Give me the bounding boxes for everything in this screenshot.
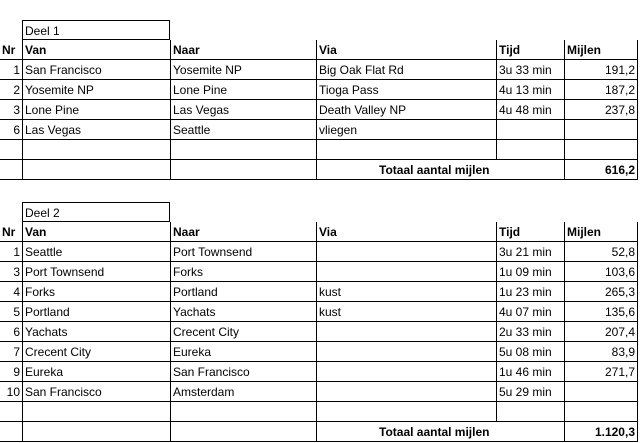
deel2-table-row <box>0 382 640 402</box>
deel2-cell-van[interactable]: Seattle <box>22 242 170 262</box>
deel2-cell-naar[interactable] <box>170 402 316 422</box>
deel2-cell-van[interactable]: Portland <box>22 302 170 322</box>
deel1-cell-mijlen[interactable]: 237,8 <box>564 100 638 120</box>
deel2-cell-naar[interactable]: Portland <box>170 282 316 302</box>
deel2-cell-mijlen[interactable]: 52,8 <box>564 242 638 262</box>
deel2-cell-naar[interactable]: Crecent City <box>170 322 316 342</box>
deel1-header-tijd[interactable]: Tijd <box>496 40 564 60</box>
deel1-cell-naar[interactable]: Lone Pine <box>170 80 316 100</box>
deel2-cell-van[interactable]: Forks <box>22 282 170 302</box>
deel2-header-tijd[interactable]: Tijd <box>496 222 564 242</box>
deel2-cell-tijd[interactable]: 1u 09 min <box>496 262 564 282</box>
deel2-cell-nr[interactable]: 5 <box>0 302 22 322</box>
deel1-header-van[interactable]: Van <box>22 40 170 60</box>
deel1-cell-van[interactable]: San Francisco <box>22 60 170 80</box>
deel2-total-empty-van[interactable] <box>22 422 170 442</box>
deel2-title[interactable]: Deel 2 <box>22 202 170 222</box>
deel1-table-row <box>0 140 640 160</box>
deel1-cell-via[interactable] <box>316 140 496 160</box>
deel1-cell-tijd[interactable]: 3u 33 min <box>496 60 564 80</box>
deel1-cell-naar[interactable] <box>170 140 316 160</box>
deel2-table-row <box>0 262 640 282</box>
deel1-cell-van[interactable]: Lone Pine <box>22 100 170 120</box>
deel2-cell-via[interactable] <box>316 242 496 262</box>
deel1-cell-via[interactable]: Tioga Pass <box>316 80 496 100</box>
deel2-cell-nr[interactable]: 1 <box>0 242 22 262</box>
deel2-table-row <box>0 362 640 382</box>
deel2-cell-van[interactable]: Eureka <box>22 362 170 382</box>
deel2-cell-tijd[interactable]: 2u 33 min <box>496 322 564 342</box>
deel1-cell-nr[interactable] <box>0 140 22 160</box>
deel1-total-value[interactable]: 616,2 <box>564 160 638 180</box>
deel2-cell-naar[interactable]: Port Townsend <box>170 242 316 262</box>
deel1-title-row <box>0 20 640 40</box>
deel2-cell-nr[interactable]: 9 <box>0 362 22 382</box>
deel1-cell-nr[interactable]: 3 <box>0 100 22 120</box>
deel1-cell-mijlen[interactable] <box>564 140 638 160</box>
deel2-table-row <box>0 242 640 262</box>
deel2-cell-naar[interactable]: Forks <box>170 262 316 282</box>
deel2-cell-mijlen[interactable]: 103,6 <box>564 262 638 282</box>
deel2-cell-tijd[interactable]: 3u 21 min <box>496 242 564 262</box>
deel2-total-empty-naar[interactable] <box>170 422 316 442</box>
deel1-cell-mijlen[interactable]: 191,2 <box>564 60 638 80</box>
deel2-header-naar[interactable]: Naar <box>170 222 316 242</box>
deel1-cell-mijlen[interactable]: 187,2 <box>564 80 638 100</box>
deel1-total-empty-nr[interactable] <box>0 160 22 180</box>
deel1-cell-tijd[interactable]: 4u 48 min <box>496 100 564 120</box>
deel1-cell-tijd[interactable] <box>496 120 564 140</box>
deel2-cell-mijlen[interactable]: 265,3 <box>564 282 638 302</box>
deel2-total-row <box>0 422 640 442</box>
deel1-cell-nr[interactable]: 1 <box>0 60 22 80</box>
deel2-header-nr[interactable]: Nr <box>0 222 22 242</box>
deel2-cell-naar[interactable]: San Francisco <box>170 362 316 382</box>
deel1-table-row <box>0 100 640 120</box>
deel1-cell-tijd[interactable]: 4u 13 min <box>496 80 564 100</box>
deel2-cell-van[interactable]: Yachats <box>22 322 170 342</box>
deel2-cell-mijlen[interactable] <box>564 382 638 402</box>
deel2-cell-mijlen[interactable]: 207,4 <box>564 322 638 342</box>
deel1-header-nr[interactable]: Nr <box>0 40 22 60</box>
deel2-table-row <box>0 322 640 342</box>
deel2-cell-nr[interactable]: 10 <box>0 382 22 402</box>
deel2-header-row <box>0 222 640 242</box>
deel1-cell-naar[interactable]: Yosemite NP <box>170 60 316 80</box>
deel1-table-row <box>0 80 640 100</box>
deel1-cell-tijd[interactable] <box>496 140 564 160</box>
deel2-table-row <box>0 302 640 322</box>
deel1-total-label: Totaal aantal mijlen <box>316 160 564 180</box>
deel2-cell-nr[interactable]: 4 <box>0 282 22 302</box>
deel2-cell-via[interactable] <box>316 402 496 422</box>
deel2-cell-nr[interactable]: 3 <box>0 262 22 282</box>
deel1-header-row <box>0 40 640 60</box>
deel2-cell-mijlen[interactable]: 135,6 <box>564 302 638 322</box>
deel1-header-naar[interactable]: Naar <box>170 40 316 60</box>
deel2-title-row <box>0 202 640 222</box>
deel1-total-empty-naar[interactable] <box>170 160 316 180</box>
deel1-cell-naar[interactable]: Seattle <box>170 120 316 140</box>
deel2-cell-van[interactable]: Crecent City <box>22 342 170 362</box>
deel2-cell-tijd[interactable]: 1u 46 min <box>496 362 564 382</box>
deel2-cell-via[interactable]: kust <box>316 302 496 322</box>
deel2-table-row <box>0 282 640 302</box>
deel1-cell-van[interactable]: Las Vegas <box>22 120 170 140</box>
deel2-cell-mijlen[interactable]: 271,7 <box>564 362 638 382</box>
deel2-cell-mijlen[interactable] <box>564 402 638 422</box>
deel1-header-via[interactable]: Via <box>316 40 496 60</box>
deel2-cell-nr[interactable] <box>0 402 22 422</box>
deel2-header-via[interactable]: Via <box>316 222 496 242</box>
deel1-header-mijlen[interactable]: Mijlen <box>564 40 638 60</box>
deel2-cell-tijd[interactable]: 5u 29 min <box>496 382 564 402</box>
deel2-cell-tijd[interactable]: 4u 07 min <box>496 302 564 322</box>
deel1-cell-nr[interactable]: 2 <box>0 80 22 100</box>
deel2-cell-tijd[interactable]: 1u 23 min <box>496 282 564 302</box>
deel2-total-value[interactable]: 1.120,3 <box>564 422 638 442</box>
deel2-cell-via[interactable] <box>316 342 496 362</box>
deel2-cell-via[interactable] <box>316 382 496 402</box>
deel2-cell-naar[interactable]: Yachats <box>170 302 316 322</box>
deel1-cell-via[interactable]: vliegen <box>316 120 496 140</box>
deel1-cell-naar[interactable]: Las Vegas <box>170 100 316 120</box>
deel2-total-empty-nr[interactable] <box>0 422 22 442</box>
deel2-cell-naar[interactable]: Eureka <box>170 342 316 362</box>
deel1-total-empty-van[interactable] <box>22 160 170 180</box>
deel1-cell-via[interactable]: Death Valley NP <box>316 100 496 120</box>
deel1-total-row <box>0 160 640 180</box>
deel1-cell-van[interactable] <box>22 140 170 160</box>
deel2-cell-tijd[interactable]: 5u 08 min <box>496 342 564 362</box>
deel2-cell-via[interactable] <box>316 362 496 382</box>
deel1-cell-via[interactable]: Big Oak Flat Rd <box>316 60 496 80</box>
deel2-cell-tijd[interactable] <box>496 402 564 422</box>
deel2-cell-via[interactable]: kust <box>316 282 496 302</box>
deel1-cell-nr[interactable]: 6 <box>0 120 22 140</box>
deel2-cell-naar[interactable]: Amsterdam <box>170 382 316 402</box>
deel1-cell-van[interactable]: Yosemite NP <box>22 80 170 100</box>
deel2-total-label: Totaal aantal mijlen <box>316 422 564 442</box>
deel2-cell-van[interactable] <box>22 402 170 422</box>
deel1-table-row <box>0 60 640 80</box>
deel2-header-van[interactable]: Van <box>22 222 170 242</box>
deel2-table-row <box>0 402 640 422</box>
deel2-table-row <box>0 342 640 362</box>
deel2-cell-nr[interactable]: 7 <box>0 342 22 362</box>
deel1-title[interactable]: Deel 1 <box>22 20 170 40</box>
deel1-cell-mijlen[interactable] <box>564 120 638 140</box>
deel2-header-mijlen[interactable]: Mijlen <box>564 222 638 242</box>
deel2-cell-van[interactable]: Port Townsend <box>22 262 170 282</box>
deel2-cell-via[interactable] <box>316 322 496 342</box>
deel2-cell-via[interactable] <box>316 262 496 282</box>
deel2-cell-van[interactable]: San Francisco <box>22 382 170 402</box>
deel1-table-row <box>0 120 640 140</box>
deel2-cell-mijlen[interactable]: 83,9 <box>564 342 638 362</box>
deel2-cell-nr[interactable]: 6 <box>0 322 22 342</box>
